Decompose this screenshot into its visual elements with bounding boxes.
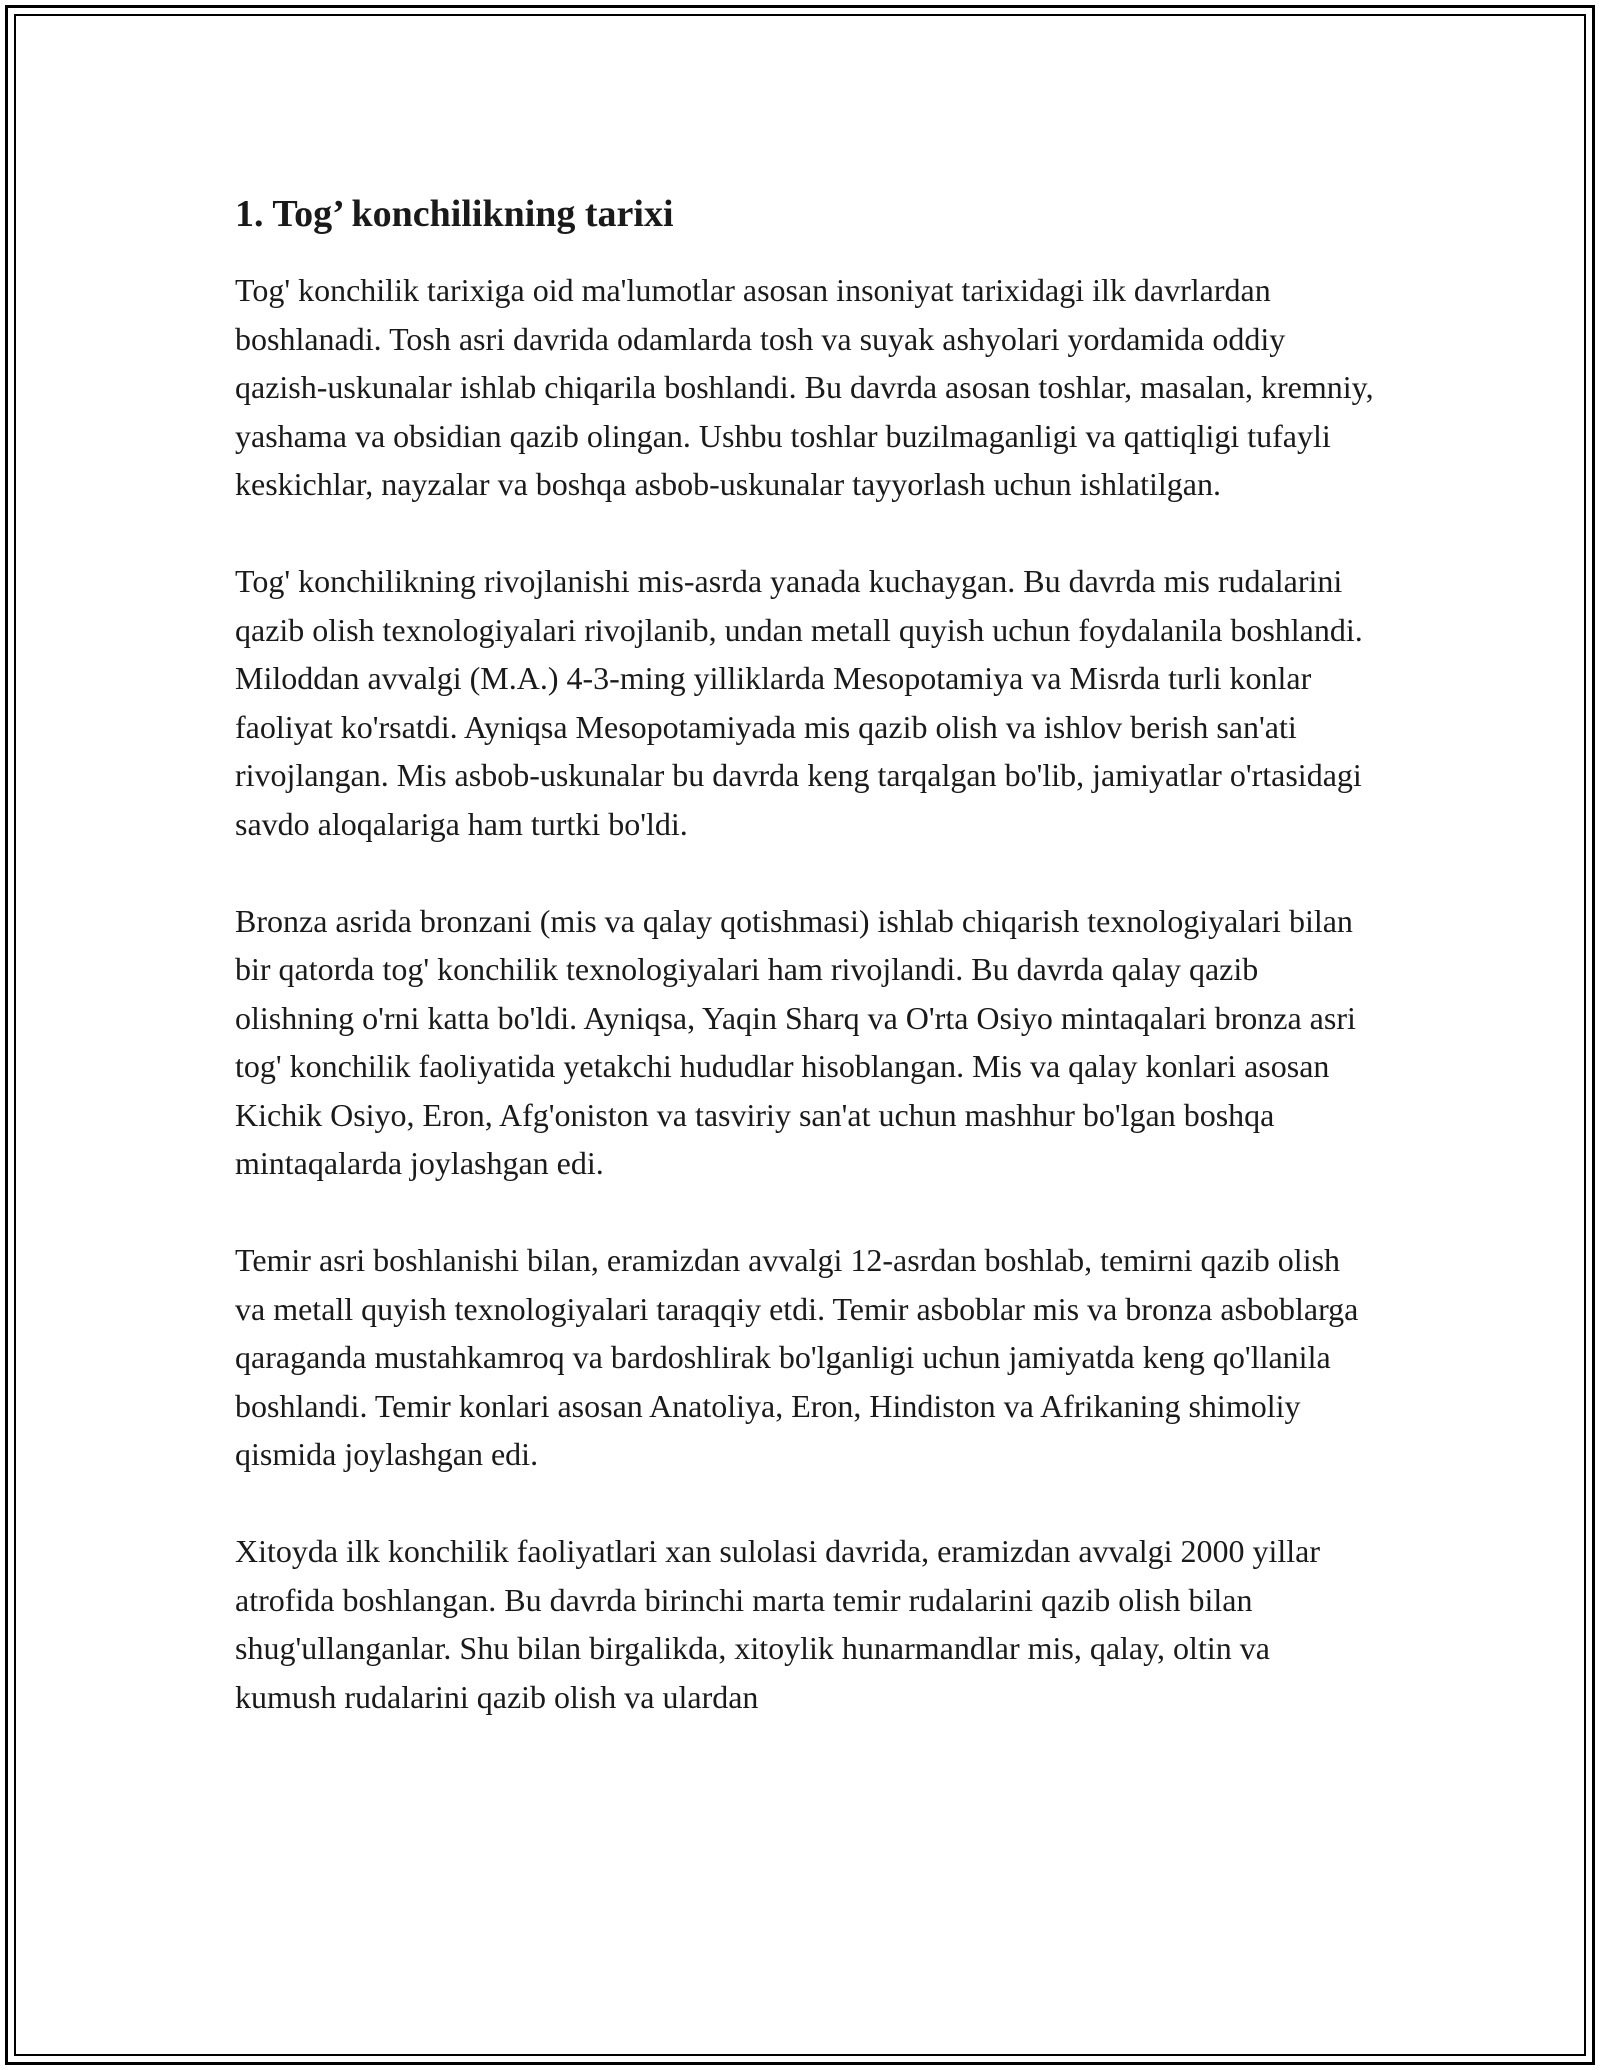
paragraph-bronze-age: Bronza asrida bronzani (mis va qalay qotishmasi) ishlab chiqarish texnologiyalari bilan bir qatorda tog' konchilik texnologiyalari ham rivojlandi. Bu davrda qalay qazib olishning o'rni katta bo'ldi. Ayniqsa, Yaqin Sharq va O'rta Osiyo mintaqalari bronza asri tog' konchilik faoliyatida yetakchi hududlar hisoblangan. Mis va qalay konlari asosan Kichik Osiyo, Eron, Afg'oniston va tasviriy san'at uchun mashhur bo'lgan boshqa mintaqalarda joylashgan edi. [235,902,1356,1181]
document-body [235,185,1375,1721]
paragraph-stone-age: Tog' konchilik tarixiga oid ma'lumotlar asosan insoniyat tarixidagi ilk davrlardan boshlanadi. Tosh asri davrida odamlarda tosh va suyak ashyolari yordamida oddiy qazish-uskunalar ishlab chiqarila boshlandi. Bu davrda asosan toshlar, masalan, kremniy, yashama va obsidian qazib olingan. Ushbu toshlar buzilmaganligi va qattiqligi tufayli keskichlar, nayzalar va boshqa asbob-uskunalar tayyorlash uchun ishlatilgan. [235,272,1374,502]
section-title: 1. Tog’ konchilikning tarixi [235,193,674,235]
paragraph-copper-age: Tog' konchilikning rivojlanishi mis-asrda yanada kuchaygan. Bu davrda mis rudalarini qazib olish texnologiyalari rivojlanib, undan metall quyish uchun foydalanila boshlandi. Miloddan avvalgi (M.A.) 4-3-ming yilliklarda Mesopotamiya va Misrda turli konlar faoliyat ko'rsatdi. Ayniqsa Mesopotamiyada mis qazib olish va ishlov berish san'ati rivojlangan. Mis asbob-uskunalar bu davrda keng tarqalgan bo'lib, jamiyatlar o'rtasidagi savdo aloqalariga ham turtki bo'ldi. [235,563,1363,842]
paragraph-iron-age: Temir asri boshlanishi bilan, eramizdan avvalgi 12-asrdan boshlab, temirni qazib olish va metall quyish texnologiyalari taraqqiy etdi. Temir asboblar mis va bronza asboblarga qaraganda mustahkamroq va bardoshlirak bo'lganligi uchun jamiyatda keng qo'llanila boshlandi. Temir konlari asosan Anatoliya, Eron, Hindiston va Afrikaning shimoliy qismida joylashgan edi. [235,1242,1359,1472]
paragraph-china: Xitoyda ilk konchilik faoliyatlari xan sulolasi davrida, eramizdan avvalgi 2000 yillar atrofida boshlangan. Bu davrda birinchi marta temir rudalarini qazib olish bilan shug'ullanganlar. Shu bilan birgalikda, xitoylik hunarmandlar mis, qalay, oltin va kumush rudalarini qazib olish va ulardan [235,1533,1321,1715]
